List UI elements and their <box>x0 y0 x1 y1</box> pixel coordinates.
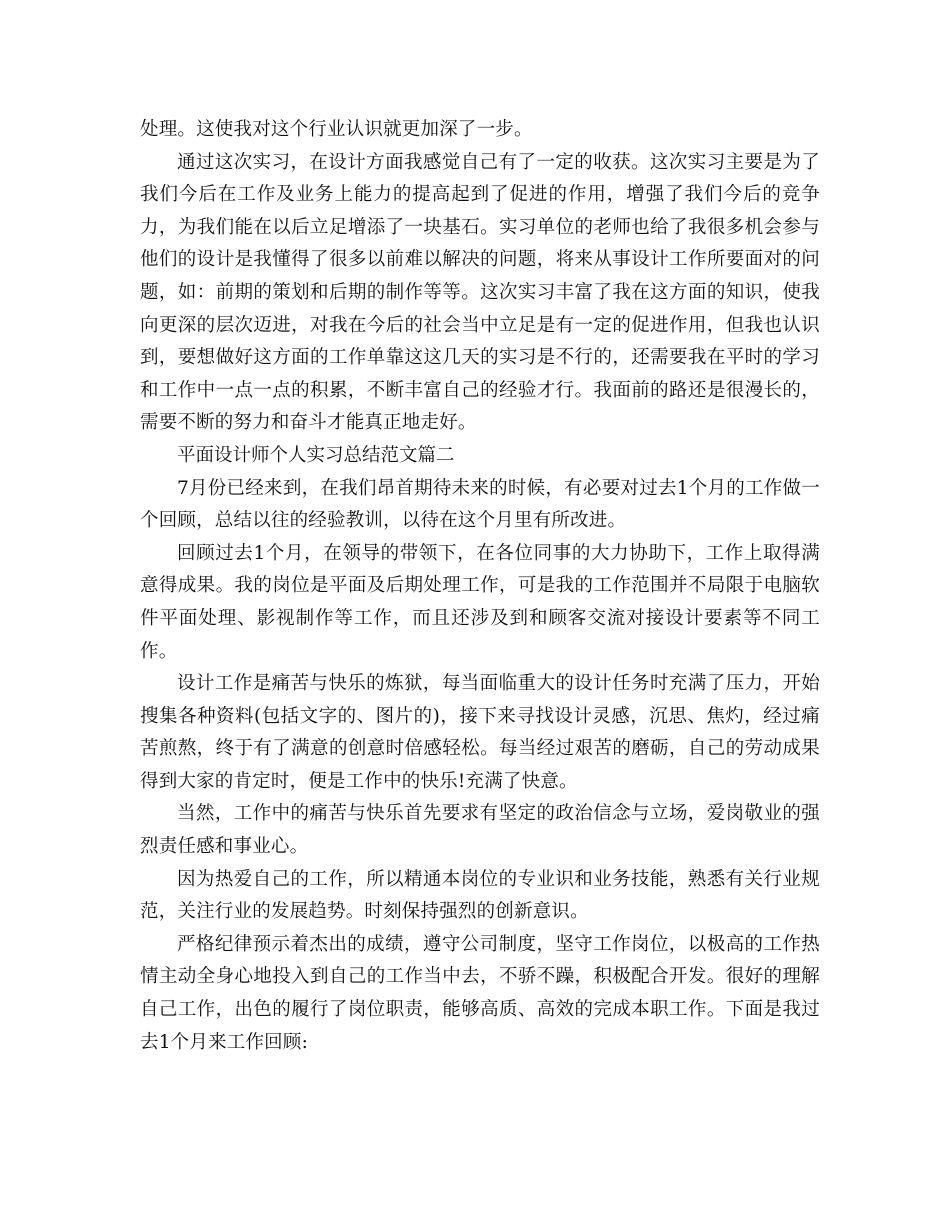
paragraph-1: 处理。这使我对这个行业认识就更加深了一步。 <box>140 119 533 140</box>
paragraph-8: 严格纪律预示着杰出的成绩，遵守公司制度，坚守工作岗位，以极高的工作热情主动全身心地投入到自己的工作当中去，不骄不躁，积极配合开发。很好的理解自己工作，出色的履行了岗位职责，能够高质、高效的完成本职工作。下面是我过去1个月来工作回顾: <box>140 933 820 1053</box>
section-heading: 平面设计师个人实习总结范文篇二 <box>177 444 455 466</box>
paragraph-6: 当然，工作中的痛苦与快乐首先要求有坚定的政治信念与立场，爱岗敬业的强烈责任感和事业心。 <box>140 803 820 858</box>
paragraph-2: 通过这次实习，在设计方面我感觉自己有了一定的收获。这次实习主要是为了我们今后在工作及业务上能力的提高起到了促进的作用，增强了我们今后的竞争力，为我们能在以后立足增添了一块基石。实习单位的老师也给了我很多机会参与他们的设计是我懂得了很多以前难以解决的问题，将来从事设计工作所要面对的问题，如：前期的策划和后期的制作等等。这次实习丰富了我在这方面的知识，使我向更深的层次迈进，对我在今后的社会当中立足是有一定的促进作用，但我也认识到，要想做好这方面的工作单靠这这几天的实习是不行的，还需要我在平时的学习和工作中一点一点的积累，不断丰富自己的经验才行。我面前的路还是很漫长的，需要不断的努力和奋斗才能真正地走好。 <box>140 151 820 434</box>
document-page <box>140 114 820 1059</box>
paragraph-4: 回顾过去1个月，在领导的带领下，在各位同事的大力协助下，工作上取得满意得成果。我的岗位是平面及后期处理工作，可是我的工作范围并不局限于电脑软件平面处理、影视制作等工作，而且还涉及到和顾客交流对接设计要素等不同工作。 <box>140 542 820 662</box>
paragraph-5: 设计工作是痛苦与快乐的炼狱，每当面临重大的设计任务时充满了压力，开始搜集各种资料(包括文字的、图片的)，接下来寻找设计灵感，沉思、焦灼，经过痛苦煎熬，终于有了满意的创意时倍感轻松。每当经过艰苦的磨砺，自己的劳动成果得到大家的肯定时，便是工作中的快乐!充满了快意。 <box>140 673 820 792</box>
paragraph-7: 因为热爱自己的工作，所以精通本岗位的专业识和业务技能，熟悉有关行业规范，关注行业的发展趋势。时刻保持强烈的创新意识。 <box>140 868 820 923</box>
paragraph-3: 7月份已经来到，在我们昂首期待未来的时候，有必要对过去1个月的工作做一个回顾，总结以往的经验教训，以待在这个月里有所改进。 <box>140 477 820 532</box>
